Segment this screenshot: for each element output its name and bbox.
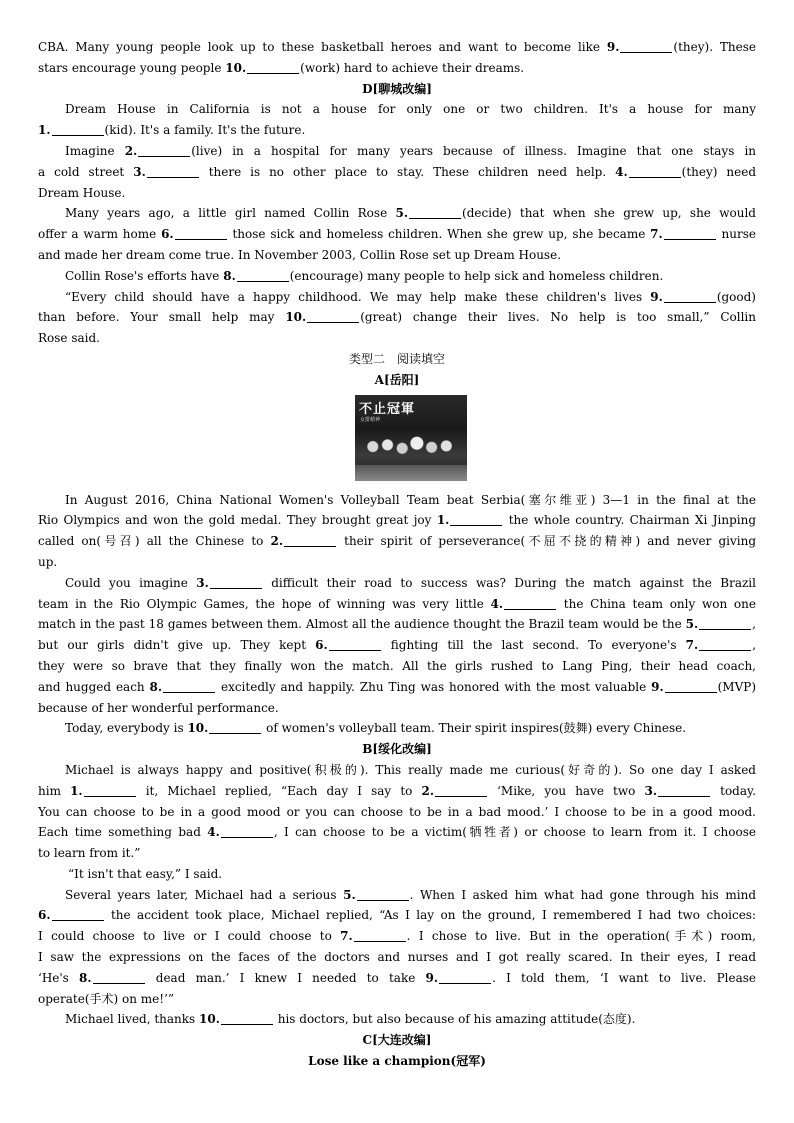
line-text: (good) [716, 289, 756, 304]
answer-blank[interactable] [620, 39, 672, 53]
line-text: Today, everybody is [65, 721, 188, 736]
answer-blank[interactable] [93, 970, 145, 984]
line-text: D[聊城改编] [362, 81, 432, 96]
answer-blank[interactable] [210, 575, 262, 589]
line-text: there is no other place to stay. These children need help. [199, 164, 616, 179]
line-text: excitedly and happily. Zhu Ting was honored with the most valuable [216, 679, 652, 694]
line-text: Lose like a champion(冠军) [308, 1054, 486, 1069]
line-text: the accident took place, Michael replied, “As I lay on the ground, I remembered I had two choices: [104, 908, 756, 923]
question-number: 1. [436, 513, 450, 528]
answer-blank[interactable] [237, 268, 289, 282]
answer-blank[interactable] [665, 679, 717, 693]
line-text: In August 2016, China National Women's Volleyball Team beat Serbia(塞尔维亚) 3—1 in the final at the [65, 492, 756, 507]
answer-blank[interactable] [439, 970, 491, 984]
question-number: 7. [340, 929, 353, 944]
line-text: (encourage) many people to help sick and homeless children. [289, 268, 664, 283]
line-text: the whole country. Chairman Xi Jinping [503, 513, 756, 528]
line-text: (they) need [681, 164, 756, 179]
text-line [38, 573, 756, 594]
line-text: team in the Rio Olympic Games, the hope of winning was very little [38, 596, 491, 611]
line-text: match in the past 18 games between them. Almost all the audience thought the Brazil team would be the [38, 617, 686, 632]
line-text: Collin Rose's efforts have [65, 268, 224, 283]
line-text: ‘He's [38, 970, 80, 985]
answer-blank[interactable] [284, 533, 336, 547]
line-text: it, Michael replied, “Each day I say to [136, 783, 422, 798]
answer-blank[interactable] [329, 637, 381, 651]
line-text: they were so brave that they finally won the match. All the girls rushed to Lang Ping, their head coach, [38, 658, 756, 673]
question-number: 2. [421, 783, 435, 798]
text-line [38, 37, 756, 58]
answer-blank[interactable] [357, 887, 409, 901]
line-text: dead man.’ I knew I needed to take [145, 970, 426, 985]
question-number: 4. [490, 596, 504, 611]
text-line [38, 718, 756, 739]
answer-blank[interactable] [147, 164, 199, 178]
volleyball-photo-row [38, 391, 756, 490]
question-number: 8. [149, 679, 163, 694]
line-text: up. [38, 554, 58, 569]
question-number: 9. [606, 40, 620, 54]
text-line [38, 698, 756, 719]
line-text: Many years ago, a little girl named Collin Rose [65, 206, 396, 221]
question-number: 8. [223, 268, 236, 283]
line-text: Each time something bad [38, 825, 208, 840]
line-text: Imagine [65, 143, 125, 158]
text-line [38, 490, 756, 511]
question-number: 10. [225, 60, 247, 75]
question-number: 9. [650, 289, 663, 304]
line-text: called on(号召) all the Chinese to [38, 534, 271, 549]
text-line [38, 802, 756, 823]
line-text: today. [711, 783, 756, 798]
line-text: Michael is always happy and positive(积极的). This really made me curious(好奇的). So one day I asked [65, 762, 756, 777]
answer-blank[interactable] [52, 907, 104, 921]
text-line [38, 307, 756, 328]
text-line [38, 1051, 756, 1072]
line-text: nurse [716, 227, 756, 242]
answer-blank[interactable] [247, 60, 299, 74]
text-line [38, 947, 756, 968]
line-text: B[绥化改编] [362, 742, 432, 757]
text-line [38, 989, 756, 1010]
line-text: (decide) that when she grew up, she would [462, 206, 756, 221]
question-number: 4. [615, 164, 628, 179]
answer-blank[interactable] [435, 783, 487, 797]
question-number: 3. [644, 783, 658, 798]
line-text: I saw the expressions on the faces of the doctors and nurses and I got really scared. In their eyes, I read [38, 950, 756, 965]
answer-blank[interactable] [699, 616, 751, 630]
text-line [38, 614, 756, 635]
text-line [38, 781, 756, 802]
question-number: 2. [270, 534, 284, 549]
answer-blank[interactable] [409, 205, 461, 219]
question-number: 6. [315, 638, 328, 653]
question-number: 8. [79, 970, 92, 985]
answer-blank[interactable] [221, 824, 273, 838]
text-line [38, 968, 756, 989]
question-number: 2. [124, 143, 138, 158]
question-number: 5. [343, 887, 356, 902]
line-text: , I can choose to be a victim(牺牲者) or choose to learn from it. I choose [273, 825, 756, 840]
answer-blank[interactable] [658, 783, 710, 797]
line-text: the China team only won one [557, 596, 756, 611]
text-line [38, 864, 756, 885]
text-line [38, 141, 756, 162]
line-text: Dream House. [38, 185, 126, 200]
answer-blank[interactable] [629, 164, 681, 178]
line-text: and hugged each [38, 679, 150, 694]
text-line [38, 594, 756, 615]
text-line [38, 349, 756, 370]
line-text: a cold street [38, 164, 134, 179]
line-text: stars encourage young people [38, 60, 226, 75]
question-number: 10. [285, 310, 307, 325]
line-text: Rose said. [38, 331, 100, 346]
question-number: 3. [133, 164, 146, 179]
line-text: and made her dream come true. In November 2003, Collin Rose set up Dream House. [38, 247, 562, 262]
line-text: You can choose to be in a good mood or you can choose to be in a bad mood.’ I choose to be in a good mood. [38, 804, 756, 819]
line-text: , [752, 638, 756, 653]
line-text: Dream House in California is not a house for only one or two children. It's a house for many [65, 102, 756, 117]
photo-title: 不止冠軍 [359, 401, 416, 417]
text-line [38, 1030, 756, 1051]
question-number: 6. [38, 908, 51, 923]
document-page [38, 37, 756, 1072]
answer-blank[interactable] [138, 143, 190, 157]
line-text: because of her wonderful performance. [38, 700, 279, 715]
players-figure [363, 433, 461, 467]
line-text: but our girls didn't give up. They kept [38, 638, 316, 653]
answer-blank[interactable] [307, 309, 359, 323]
line-text: their spirit of perseverance(不屈不挠的精神) and never giving [337, 534, 756, 549]
question-number: 4. [207, 825, 220, 840]
answer-blank[interactable] [450, 512, 502, 526]
line-text: (kid). It's a family. It's the future. [104, 123, 306, 138]
text-line [38, 245, 756, 266]
question-number: 1. [38, 123, 51, 138]
text-line [38, 739, 756, 760]
text-line [38, 162, 756, 183]
text-line [38, 905, 756, 926]
question-number: 1. [70, 783, 83, 798]
line-text: (great) change their lives. No help is too small,” Collin [360, 310, 756, 325]
answer-blank[interactable] [221, 1011, 273, 1025]
text-line [38, 843, 756, 864]
line-text: Could you imagine [65, 575, 197, 590]
line-text: 类型二 阅读填空 [348, 351, 445, 366]
line-text: . I told them, ‘I want to live. Please [492, 970, 756, 985]
question-number: 10. [199, 1012, 220, 1027]
text-line [38, 266, 756, 287]
question-number: 5. [395, 206, 409, 221]
text-line [38, 370, 756, 391]
line-text: (live) in a hospital for many years because of illness. Imagine that one stays in [191, 143, 756, 158]
line-text: those sick and homeless children. When she grew up, she became [227, 227, 651, 242]
line-text: difficult their road to success was? During the match against the Brazil [262, 575, 756, 590]
question-number: 3. [196, 575, 209, 590]
answer-blank[interactable] [354, 928, 406, 942]
answer-blank[interactable] [664, 289, 716, 303]
text-line [38, 510, 756, 531]
answer-blank[interactable] [209, 720, 261, 734]
question-number: 6. [161, 227, 174, 242]
text-line [38, 531, 756, 552]
line-text: his doctors, but also because of his amazing attitude(态度). [273, 1012, 636, 1027]
line-text: A[岳阳] [374, 372, 420, 387]
answer-blank[interactable] [699, 637, 751, 651]
question-number: 7. [650, 227, 663, 242]
text-line [38, 224, 756, 245]
line-text: Rio Olympics and won the gold medal. They brought great joy [38, 513, 437, 528]
answer-blank[interactable] [52, 122, 104, 136]
text-line [38, 1009, 756, 1030]
text-line [38, 635, 756, 656]
line-text: fighting till the last second. To everyone's [381, 638, 686, 653]
line-text: to learn from it.” [38, 846, 141, 861]
photo-subtitle: 女排精神 [360, 416, 381, 423]
line-text: “It isn't that easy,” I said. [68, 866, 223, 881]
volleyball-team-photo [355, 395, 467, 481]
line-text: (MVP) [717, 679, 756, 694]
line-text: C[大连改编] [362, 1033, 432, 1048]
line-text: him [38, 783, 71, 798]
text-line [38, 760, 756, 781]
line-text: , [752, 617, 756, 632]
text-line [38, 183, 756, 204]
line-text: Several years later, Michael had a serious [65, 887, 344, 902]
text-line [38, 656, 756, 677]
answer-blank[interactable] [504, 596, 556, 610]
text-line [38, 287, 756, 308]
text-line [38, 677, 756, 698]
line-text: ‘Mike, you have two [488, 783, 645, 798]
line-text: (they). These [673, 40, 756, 54]
question-number: 5. [685, 617, 699, 632]
line-text: CBA. Many young people look up to these basketball heroes and want to become like [38, 40, 607, 54]
text-line [38, 79, 756, 100]
question-number: 9. [425, 970, 439, 985]
line-text: . I chose to live. But in the operation(手术) room, [406, 929, 756, 944]
question-number: 7. [685, 638, 699, 653]
text-line [38, 58, 756, 79]
text-line [38, 822, 756, 843]
line-text: than before. Your small help may [38, 310, 286, 325]
text-line [38, 203, 756, 224]
question-number: 9. [651, 679, 664, 694]
text-line [38, 120, 756, 141]
line-text: of women's volleyball team. Their spirit inspires(鼓舞) every Chinese. [262, 721, 687, 736]
line-text: operate(手术) on me!’” [38, 991, 175, 1006]
text-line [38, 926, 756, 947]
line-text: . When I asked him what had gone through his mind [409, 887, 756, 902]
line-text: offer a warm home [38, 227, 162, 242]
line-text: (work) hard to achieve their dreams. [300, 60, 525, 75]
line-text: Michael lived, thanks [65, 1012, 200, 1027]
answer-blank[interactable] [175, 226, 227, 240]
line-text: “Every child should have a happy childhood. We may help make these children's lives [65, 289, 651, 304]
text-line [38, 885, 756, 906]
answer-blank[interactable] [84, 783, 136, 797]
answer-blank[interactable] [163, 679, 215, 693]
question-number: 10. [187, 721, 209, 736]
line-text: I could choose to live or I could choose to [38, 929, 341, 944]
text-line [38, 99, 756, 120]
text-line [38, 328, 756, 349]
answer-blank[interactable] [664, 226, 716, 240]
text-line [38, 552, 756, 573]
court-floor [355, 465, 467, 481]
